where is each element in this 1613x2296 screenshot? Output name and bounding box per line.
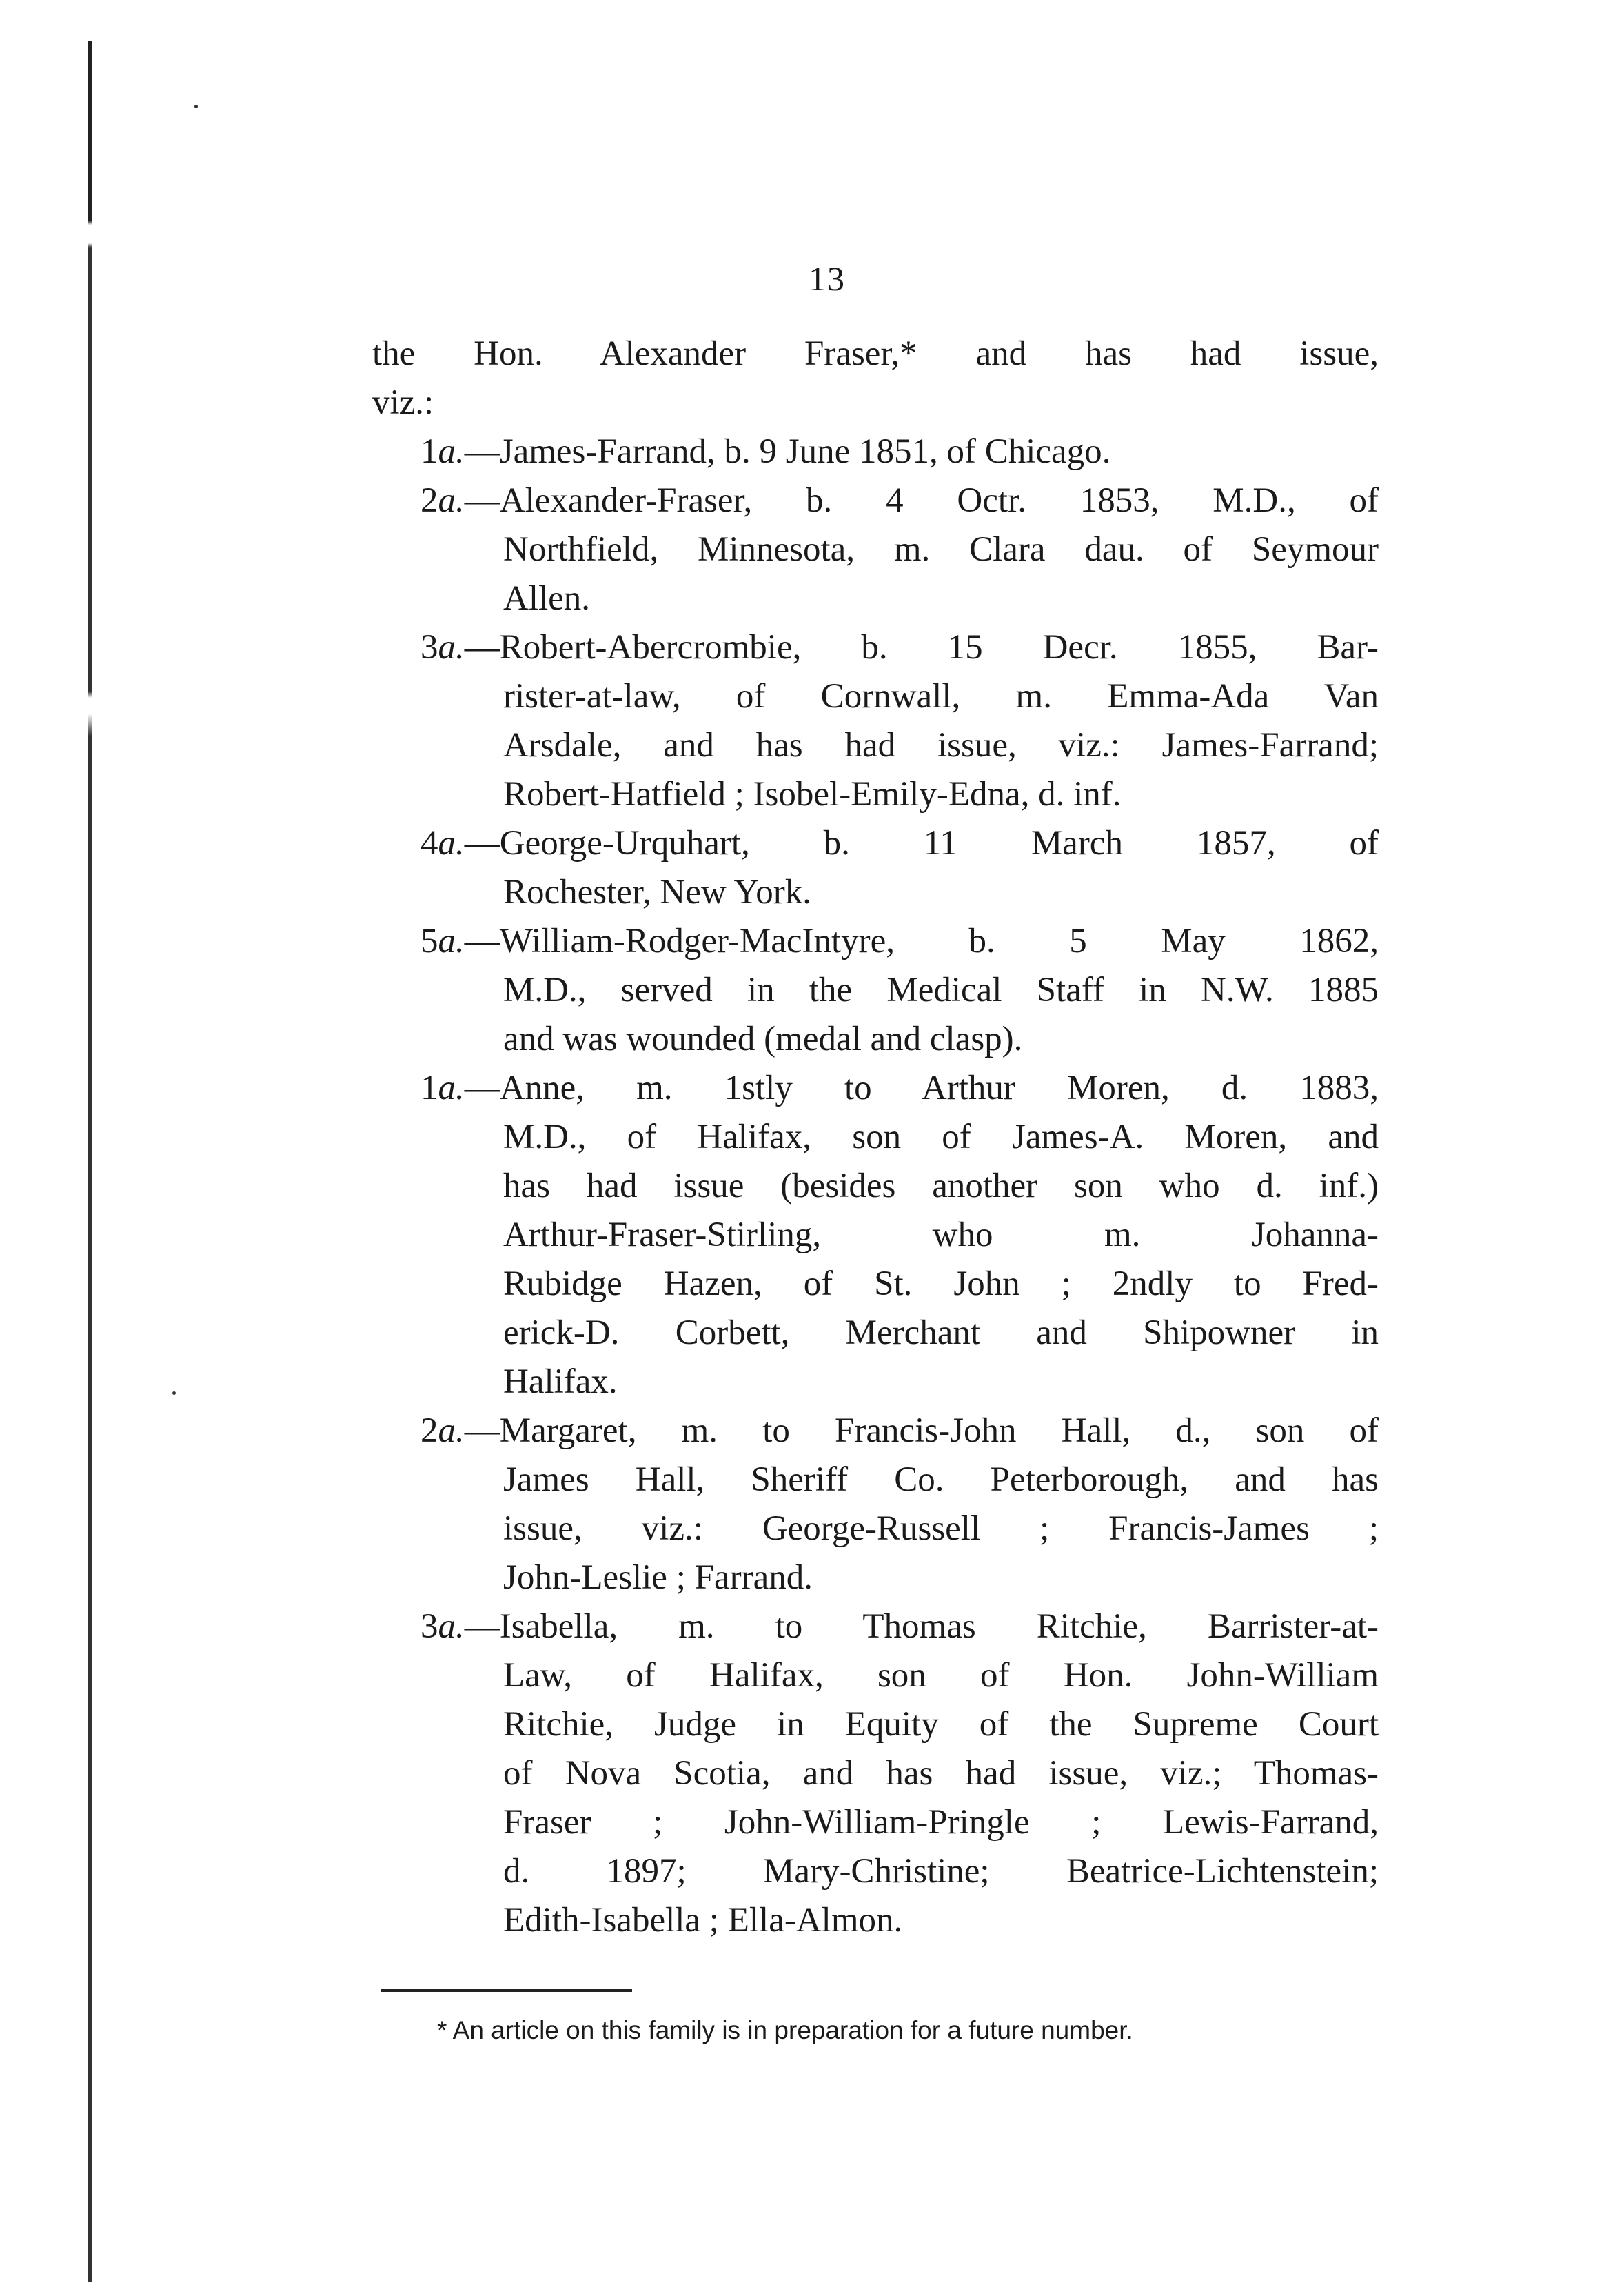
entry-label: 3a. <box>420 1607 465 1646</box>
issue-entry <box>372 1602 1379 1945</box>
text-line <box>372 427 1379 476</box>
text-line: M.D., of Halifax, son of James-A. Moren, and <box>503 1118 1379 1156</box>
entry-text: —Robert-Abercrombie, b. 15 Decr. 1855, Bar- <box>464 628 1379 667</box>
text-line: rister-at-law, of Cornwall, m. Emma-Ada Van <box>503 677 1379 716</box>
text-line: John-Leslie ; Farrand. <box>503 1558 813 1597</box>
text-line: James Hall, Sheriff Co. Peterborough, and has <box>503 1460 1379 1499</box>
entry-label: 5a. <box>420 922 465 960</box>
entry-text: —William-Rodger-MacIntyre, b. 5 May 1862, <box>464 922 1379 960</box>
text-line: erick-D. Corbett, Merchant and Shipowner in <box>503 1313 1379 1352</box>
entry-text: —Alexander-Fraser, b. 4 Octr. 1853, M.D., of <box>464 481 1379 520</box>
text-line: viz.: <box>372 383 434 422</box>
entry-text: —Isabella, m. to Thomas Ritchie, Barrister-at- <box>464 1607 1379 1646</box>
text-line: the Hon. Alexander Fraser,* and has had issue, <box>372 334 1379 373</box>
footnote: * An article on this family is in preparation for a future number. <box>437 2016 1133 2044</box>
text-line: Halifax. <box>503 1362 618 1401</box>
issue-entry <box>372 623 1379 819</box>
entry-label: 1a. <box>420 432 465 471</box>
text-line: Northfield, Minnesota, m. Clara dau. of Seymour <box>503 530 1379 569</box>
intro-paragraph <box>372 330 1379 427</box>
issue-entry <box>372 819 1379 917</box>
text-line <box>372 917 1379 966</box>
text-line <box>372 1064 1379 1113</box>
text-line: and was wounded (medal and clasp). <box>503 1020 1023 1058</box>
text-line <box>372 1407 1379 1456</box>
entry-label: 3a. <box>420 628 465 667</box>
footnote-rule <box>381 1989 632 1992</box>
text-line: d. 1897; Mary-Christine; Beatrice-Lichtenstein; <box>503 1852 1379 1891</box>
entry-text: —Anne, m. 1stly to Arthur Moren, d. 1883, <box>464 1069 1379 1107</box>
text-line: Rochester, New York. <box>503 873 811 912</box>
text-line: Robert-Hatfield ; Isobel-Emily-Edna, d. inf. <box>503 775 1122 814</box>
speck <box>172 1391 176 1395</box>
entry-text: —George-Urquhart, b. 11 March 1857, of <box>464 824 1379 863</box>
issue-entry <box>372 476 1379 623</box>
page-number: 13 <box>809 259 846 298</box>
text-line <box>372 476 1379 525</box>
text-line: M.D., served in the Medical Staff in N.W. 1885 <box>503 971 1379 1009</box>
text-line: of Nova Scotia, and has had issue, viz.; Thomas- <box>503 1754 1379 1793</box>
text-line <box>372 623 1379 672</box>
issue-entry <box>372 427 1379 476</box>
issue-entry <box>372 1064 1379 1407</box>
entry-label: 2a. <box>420 1411 465 1450</box>
binding-edge <box>88 41 92 2282</box>
text-line <box>372 819 1379 868</box>
text-block <box>372 330 1379 1945</box>
entry-label: 4a. <box>420 824 465 863</box>
entry-label: 1a. <box>420 1069 465 1107</box>
entry-label: 2a. <box>420 481 465 520</box>
entry-text: —James-Farrand, b. 9 June 1851, of Chicago. <box>464 432 1111 471</box>
text-line: Arthur-Fraser-Stirling, who m. Johanna- <box>503 1216 1379 1254</box>
text-line: Fraser ; John-William-Pringle ; Lewis-Farrand, <box>503 1803 1379 1842</box>
text-line: issue, viz.: George-Russell ; Francis-James ; <box>503 1509 1379 1548</box>
text-line: Rubidge Hazen, of St. John ; 2ndly to Fred- <box>503 1265 1379 1303</box>
text-line: Law, of Halifax, son of Hon. John-William <box>503 1656 1379 1695</box>
text-line <box>372 1602 1379 1651</box>
issue-entry <box>372 917 1379 1064</box>
text-line: has had issue (besides another son who d. inf.) <box>503 1167 1379 1205</box>
issue-list <box>372 427 1379 1945</box>
speck <box>194 105 198 108</box>
entry-text: —Margaret, m. to Francis-John Hall, d., son of <box>464 1411 1379 1450</box>
text-line: Arsdale, and has had issue, viz.: James-Farrand; <box>503 726 1379 765</box>
issue-entry <box>372 1407 1379 1602</box>
text-line: Allen. <box>503 579 591 618</box>
text-line: Edith-Isabella ; Ella-Almon. <box>503 1901 903 1940</box>
text-line: Ritchie, Judge in Equity of the Supreme Court <box>503 1705 1379 1744</box>
